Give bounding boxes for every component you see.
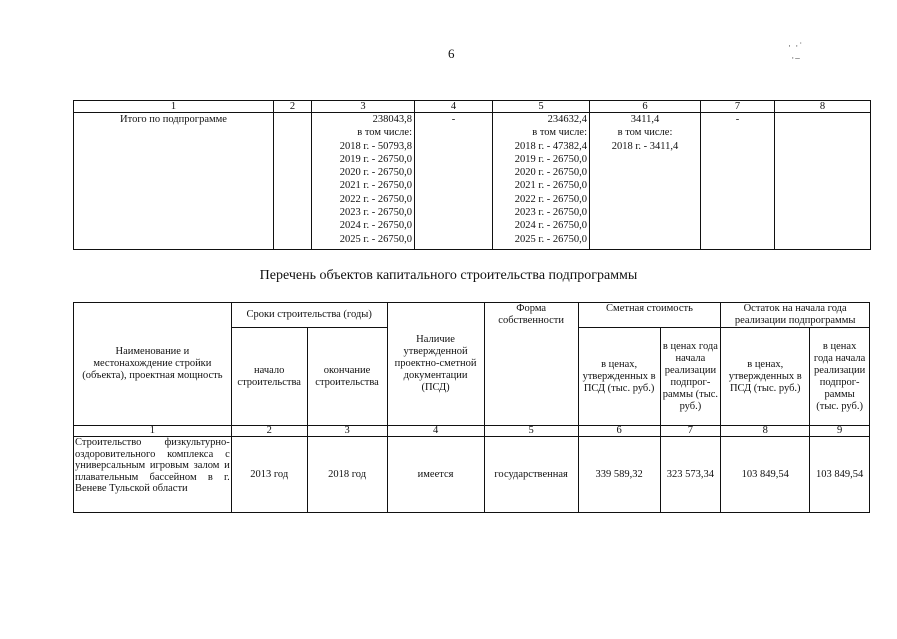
value-line: в том числе: bbox=[357, 127, 412, 139]
value-line: 234632,4 bbox=[547, 114, 587, 125]
total-col7: - bbox=[701, 113, 775, 250]
value-line: 2020 г. - 26750,0 bbox=[514, 167, 587, 179]
col-number: 3 bbox=[312, 101, 415, 113]
header-row-1 bbox=[74, 303, 870, 328]
col-number: 3 bbox=[307, 426, 387, 437]
value-line: 3411,4 bbox=[630, 114, 660, 125]
section-title: Перечень объектов капитального строительства подпрограммы bbox=[259, 268, 638, 283]
header-end: окончание строительства bbox=[307, 328, 387, 426]
header-name: Наименование и местонахождение стройки (объекта), проектная мощность bbox=[74, 303, 232, 426]
col-number: 4 bbox=[415, 101, 493, 113]
col-number: 1 bbox=[74, 101, 274, 113]
col-number: 8 bbox=[721, 426, 810, 437]
column-number-row bbox=[74, 426, 870, 437]
col-number: 7 bbox=[660, 426, 721, 437]
construction-start: 2013 год bbox=[231, 437, 307, 513]
col-number: 9 bbox=[810, 426, 870, 437]
total-col2 bbox=[274, 113, 312, 250]
value-line: 2018 г. - 3411,4 bbox=[611, 140, 679, 152]
psd-status: имеется bbox=[387, 437, 484, 513]
value-line: 2024 г. - 26750,0 bbox=[339, 220, 412, 232]
col-number: 2 bbox=[231, 426, 307, 437]
col-number: 6 bbox=[578, 426, 660, 437]
object-name: Строительство физкультурно-оздоровительного комплекса с универсальным игровым залом и плавательным бассейном в г. Веневе Тульской области bbox=[74, 437, 232, 513]
header-psd: Наличие утвержденной проектно-сметной документации (ПСД) bbox=[387, 303, 484, 426]
value-line: 2023 г. - 26750,0 bbox=[514, 207, 587, 219]
value-line: 2025 г. - 26750,0 bbox=[339, 233, 412, 245]
header-start: начало строительства bbox=[231, 328, 307, 426]
header-ownership: Форма собственности bbox=[484, 303, 578, 426]
cost-approved-psd: 339 589,32 bbox=[578, 437, 660, 513]
col-number: 6 bbox=[590, 101, 701, 113]
col-number: 1 bbox=[74, 426, 232, 437]
value-line: 2022 г. - 26750,0 bbox=[339, 193, 412, 205]
header-construction-period: Сроки строительства (годы) bbox=[231, 303, 387, 328]
header-remaining-approved-psd: в ценах, утвержденных в ПСД (тыс. руб.) bbox=[721, 328, 810, 426]
value-line: 2023 г. - 26750,0 bbox=[339, 207, 412, 219]
column-number-row bbox=[74, 101, 871, 113]
construction-end: 2018 год bbox=[307, 437, 387, 513]
total-row bbox=[74, 113, 871, 250]
value-line: 2020 г. - 26750,0 bbox=[339, 167, 412, 179]
total-col4: - bbox=[415, 113, 493, 250]
value-line: 2018 г. - 47382,4 bbox=[514, 140, 587, 152]
value-line: 2025 г. - 26750,0 bbox=[514, 233, 587, 245]
value-line: 2019 г. - 26750,0 bbox=[339, 153, 412, 165]
value-line: 2018 г. - 50793,8 bbox=[339, 140, 412, 152]
remaining-approved-psd: 103 849,54 bbox=[721, 437, 810, 513]
header-remaining: Остаток на начала года реализации подпрограммы bbox=[721, 303, 870, 328]
value-line: в том числе: bbox=[617, 127, 673, 139]
col-number: 7 bbox=[701, 101, 775, 113]
table-row bbox=[74, 437, 870, 513]
remaining-current-prices: 103 849,54 bbox=[810, 437, 870, 513]
total-label: Итого по подпрограмме bbox=[74, 113, 274, 250]
col-number: 2 bbox=[274, 101, 312, 113]
col-number: 4 bbox=[387, 426, 484, 437]
total-col6 bbox=[590, 113, 701, 250]
value-line: 2019 г. - 26750,0 bbox=[514, 153, 587, 165]
ownership-form: государственная bbox=[484, 437, 578, 513]
total-col3 bbox=[312, 113, 415, 250]
value-line: 2021 г. - 26750,0 bbox=[514, 180, 587, 192]
value-line: в том числе: bbox=[532, 127, 587, 139]
capital-construction-table bbox=[73, 302, 870, 513]
cost-current-prices: 323 573,34 bbox=[660, 437, 721, 513]
header-estimated-cost: Сметная стоимость bbox=[578, 303, 721, 328]
header-cost-approved-psd: в ценах, утвержденных в ПСД (тыс. руб.) bbox=[578, 328, 660, 426]
total-col8 bbox=[775, 113, 871, 250]
total-col5 bbox=[493, 113, 590, 250]
value-line: 2022 г. - 26750,0 bbox=[514, 193, 587, 205]
value-line: 2021 г. - 26750,0 bbox=[339, 180, 412, 192]
scan-marks: · ·˙ ·– bbox=[788, 41, 804, 63]
page-number: 6 bbox=[448, 46, 455, 61]
col-number: 5 bbox=[493, 101, 590, 113]
header-cost-current-prices: в ценах года начала реализации подпрог-раммы (тыс. руб.) bbox=[660, 328, 721, 426]
subprogram-total-table bbox=[73, 100, 871, 250]
col-number: 8 bbox=[775, 101, 871, 113]
header-remaining-current-prices: в ценах года начала реализации подпрог-раммы (тыс. руб.) bbox=[810, 328, 870, 426]
value-line: 2024 г. - 26750,0 bbox=[514, 220, 587, 232]
value-line: 238043,8 bbox=[372, 114, 412, 125]
col-number: 5 bbox=[484, 426, 578, 437]
